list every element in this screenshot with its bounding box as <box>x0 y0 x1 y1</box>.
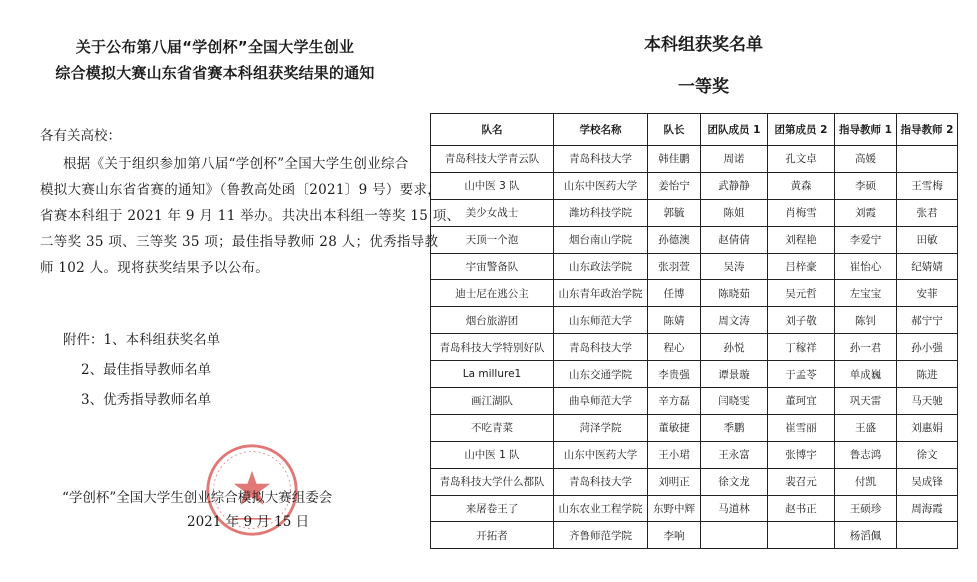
team-name-cell: 山中医 3 队 <box>431 172 554 199</box>
table-row <box>431 280 958 307</box>
column-header: 队名 <box>431 114 554 146</box>
table-row <box>431 172 958 199</box>
advisor2-cell: 纪婧婧 <box>897 253 958 280</box>
table-row <box>431 495 958 522</box>
table-row <box>431 522 958 549</box>
award-table <box>430 113 958 549</box>
advisor2-cell: 马天驰 <box>897 388 958 415</box>
column-header: 队长 <box>648 114 701 146</box>
member1-cell: 陈姐 <box>701 199 768 226</box>
salutation: 各有关高校： <box>40 128 121 144</box>
captain-cell: 李响 <box>648 522 701 549</box>
school-cell: 曲阜师范大学 <box>554 388 648 415</box>
member2-cell: 刘子敬 <box>768 307 835 334</box>
table-row <box>431 414 958 441</box>
award-list-panel <box>430 0 977 582</box>
school-cell: 烟台南山学院 <box>554 226 648 253</box>
captain-cell: 郭毓 <box>648 199 701 226</box>
school-cell: 山东政法学院 <box>554 253 648 280</box>
team-name-cell: 迪士尼在逃公主 <box>431 280 554 307</box>
member2-cell: 吴元哲 <box>768 280 835 307</box>
member1-cell: 马道林 <box>701 495 768 522</box>
advisor2-cell: 田敏 <box>897 226 958 253</box>
captain-cell: 姜怡宁 <box>648 172 701 199</box>
attachment-item: 3、优秀指导教师名单 <box>81 392 212 408</box>
team-name-cell: 宇宙警备队 <box>431 253 554 280</box>
column-header: 指导教师 1 <box>835 114 897 146</box>
team-name-cell: 来屠卷王了 <box>431 495 554 522</box>
member1-cell: 孙悦 <box>701 334 768 361</box>
member1-cell: 赵倩倩 <box>701 226 768 253</box>
table-row <box>431 226 958 253</box>
award-table-body <box>431 146 958 549</box>
advisor2-cell <box>897 522 958 549</box>
school-cell: 山东中医药大学 <box>554 172 648 199</box>
advisor1-cell: 李爱宁 <box>835 226 897 253</box>
member1-cell: 王永富 <box>701 441 768 468</box>
member1-cell: 季鹏 <box>701 414 768 441</box>
advisor2-cell: 张君 <box>897 199 958 226</box>
table-header-row <box>431 114 958 146</box>
school-cell: 山东农业工程学院 <box>554 495 648 522</box>
column-header: 学校名称 <box>554 114 648 146</box>
advisor2-cell: 刘惠娟 <box>897 414 958 441</box>
body-line: 根据《关于组织参加第八届“学创杯”全国大学生创业综合 <box>63 156 409 172</box>
advisor2-cell: 陈进 <box>897 361 958 388</box>
award-list-title: 本科组获奖名单 <box>644 35 763 55</box>
team-name-cell: 青岛科技大学青云队 <box>431 146 554 173</box>
attachment-item: 2、最佳指导教师名单 <box>81 362 212 378</box>
captain-cell: 程心 <box>648 334 701 361</box>
member2-cell: 董珂宜 <box>768 388 835 415</box>
member2-cell: 张博宇 <box>768 441 835 468</box>
captain-cell: 刘明正 <box>648 468 701 495</box>
school-cell: 潍坊科技学院 <box>554 199 648 226</box>
school-cell: 青岛科技大学 <box>554 468 648 495</box>
advisor2-cell: 王雪梅 <box>897 172 958 199</box>
member2-cell: 赵书正 <box>768 495 835 522</box>
advisor1-cell: 王硕珍 <box>835 495 897 522</box>
column-header: 指导教师 2 <box>897 114 958 146</box>
advisor1-cell: 高媛 <box>835 146 897 173</box>
table-row <box>431 361 958 388</box>
signature-date: 2021 年 9 月 15 日 <box>187 514 310 530</box>
advisor1-cell: 崔怡心 <box>835 253 897 280</box>
captain-cell: 张羽萱 <box>648 253 701 280</box>
advisor1-cell: 孙一君 <box>835 334 897 361</box>
member2-cell: 吕梓豪 <box>768 253 835 280</box>
captain-cell: 陈婧 <box>648 307 701 334</box>
advisor1-cell: 刘霞 <box>835 199 897 226</box>
committee-signature: “学创杯”全国大学生创业综合模拟大赛组委会 <box>62 490 333 506</box>
member2-cell: 于孟苓 <box>768 361 835 388</box>
team-name-cell: 开拓者 <box>431 522 554 549</box>
team-name-cell: 美少女战士 <box>431 199 554 226</box>
team-name-cell: 青岛科技大学特别好队 <box>431 334 554 361</box>
advisor1-cell: 单成巍 <box>835 361 897 388</box>
team-name-cell: 山中医 1 队 <box>431 441 554 468</box>
attachment-item: 附件：1、本科组获奖名单 <box>63 332 221 348</box>
advisor2-cell: 孙小强 <box>897 334 958 361</box>
school-cell: 青岛科技大学 <box>554 334 648 361</box>
member1-cell: 武静静 <box>701 172 768 199</box>
member1-cell: 闫晓雯 <box>701 388 768 415</box>
member2-cell: 黄森 <box>768 172 835 199</box>
team-name-cell: 青岛科技大学什么都队 <box>431 468 554 495</box>
school-cell: 齐鲁师范学院 <box>554 522 648 549</box>
notice-title-line1: 关于公布第八届“学创杯”全国大学生创业 <box>75 38 355 56</box>
advisor1-cell: 鲁志鸿 <box>835 441 897 468</box>
table-row <box>431 199 958 226</box>
captain-cell: 任博 <box>648 280 701 307</box>
advisor2-cell: 吴成锋 <box>897 468 958 495</box>
member1-cell: 周文涛 <box>701 307 768 334</box>
table-row <box>431 146 958 173</box>
body-line: 二等奖 35 项、三等奖 35 项；最佳指导教师 28 人；优秀指导教 <box>40 234 439 250</box>
team-name-cell: 画江湖队 <box>431 388 554 415</box>
captain-cell: 孙德澳 <box>648 226 701 253</box>
member2-cell <box>768 522 835 549</box>
body-line: 师 102 人。现将获奖结果予以公布。 <box>40 260 270 276</box>
captain-cell: 王小珺 <box>648 441 701 468</box>
member2-cell: 孔文卓 <box>768 146 835 173</box>
body-line: 省赛本科组于 2021 年 9 月 11 举办。共决出本科组一等奖 15 项、 <box>40 208 461 224</box>
captain-cell: 李贵强 <box>648 361 701 388</box>
team-name-cell: 天顶一个泡 <box>431 226 554 253</box>
table-row <box>431 307 958 334</box>
team-name-cell: 烟台旅游团 <box>431 307 554 334</box>
school-cell: 菏泽学院 <box>554 414 648 441</box>
member2-cell: 崔雪丽 <box>768 414 835 441</box>
table-row <box>431 334 958 361</box>
member2-cell: 裴召元 <box>768 468 835 495</box>
advisor1-cell: 李硕 <box>835 172 897 199</box>
school-cell: 山东师范大学 <box>554 307 648 334</box>
advisor1-cell: 左宝宝 <box>835 280 897 307</box>
award-level-heading: 一等奖 <box>678 77 729 97</box>
advisor1-cell: 付凯 <box>835 468 897 495</box>
advisor2-cell: 安菲 <box>897 280 958 307</box>
member2-cell: 丁稼祥 <box>768 334 835 361</box>
column-header: 团第成员 2 <box>768 114 835 146</box>
advisor1-cell: 王盛 <box>835 414 897 441</box>
column-header: 团队成员 1 <box>701 114 768 146</box>
notice-title-line2: 综合模拟大赛山东省省赛本科组获奖结果的通知 <box>55 64 375 82</box>
team-name-cell: La millure1 <box>431 361 554 388</box>
advisor1-cell: 杨滔佩 <box>835 522 897 549</box>
school-cell: 山东中医药大学 <box>554 441 648 468</box>
captain-cell: 韩佳鹏 <box>648 146 701 173</box>
advisor2-cell <box>897 146 958 173</box>
body-line: 模拟大赛山东省省赛的通知》（鲁教高处函〔2021〕9 号）要求， <box>40 182 442 198</box>
advisor2-cell: 周海霞 <box>897 495 958 522</box>
member1-cell: 徐文龙 <box>701 468 768 495</box>
notice-panel <box>0 0 461 582</box>
captain-cell: 东野中辉 <box>648 495 701 522</box>
member1-cell: 吴涛 <box>701 253 768 280</box>
advisor1-cell: 巩天雷 <box>835 388 897 415</box>
member1-cell: 陈晓茹 <box>701 280 768 307</box>
advisor2-cell: 郝宁宁 <box>897 307 958 334</box>
team-name-cell: 不吃青菜 <box>431 414 554 441</box>
table-row <box>431 388 958 415</box>
school-cell: 山东交通学院 <box>554 361 648 388</box>
captain-cell: 董敏捷 <box>648 414 701 441</box>
member1-cell <box>701 522 768 549</box>
advisor1-cell: 陈钊 <box>835 307 897 334</box>
member1-cell: 周诺 <box>701 146 768 173</box>
school-cell: 青岛科技大学 <box>554 146 648 173</box>
member2-cell: 肖梅雪 <box>768 199 835 226</box>
table-row <box>431 253 958 280</box>
member2-cell: 刘程艳 <box>768 226 835 253</box>
advisor2-cell: 徐文 <box>897 441 958 468</box>
member1-cell: 谭景璇 <box>701 361 768 388</box>
table-row <box>431 441 958 468</box>
captain-cell: 辛方磊 <box>648 388 701 415</box>
table-row <box>431 468 958 495</box>
school-cell: 山东青年政治学院 <box>554 280 648 307</box>
